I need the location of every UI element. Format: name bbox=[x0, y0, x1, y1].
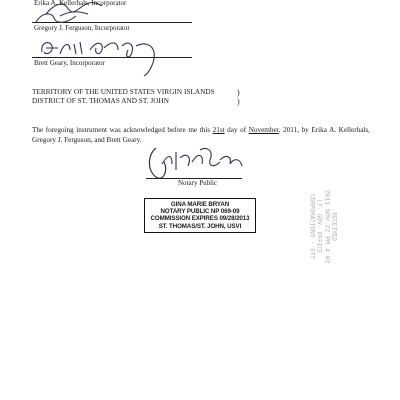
received-stamp-office: LT. GOV. OFFICE bbox=[315, 199, 323, 254]
venue-paren-1: ) bbox=[237, 88, 240, 97]
venue-district: DISTRICT OF ST. THOMAS AND ST. JOHN bbox=[32, 97, 169, 105]
notary-stamp-expiry: COMMISSION EXPIRES 09/28/2013 bbox=[150, 215, 250, 223]
notary-stamp-number: NOTARY PUBLIC NP 069-09 bbox=[160, 208, 240, 216]
venue-paren-2: ) bbox=[237, 97, 240, 106]
notary-stamp-location: ST. THOMAS/ST. JOHN, USVI bbox=[158, 222, 242, 230]
notary-stamp bbox=[144, 198, 256, 233]
notary-caption: Notary Public bbox=[178, 179, 218, 187]
venue-territory: TERRITORY OF THE UNITED STATES VIRGIN ISLANDS bbox=[32, 88, 215, 96]
received-stamp-title: RECEIVED bbox=[330, 212, 338, 241]
notary-stamp-name: GINA MARIE BRYAN bbox=[170, 201, 230, 208]
ack-text-mid: day of bbox=[224, 126, 249, 134]
received-stamp-date: 2011 NOV 22 PM 4 02 bbox=[323, 189, 331, 264]
received-stamp bbox=[309, 172, 338, 282]
signer-caption-1: Erika A. Kellerhals, Incorporator bbox=[34, 0, 127, 7]
ack-month: November bbox=[248, 126, 279, 134]
signer-caption-2: Gregory J. Ferguson, Incorporator bbox=[34, 24, 130, 32]
ack-text-pre: The foregoing instrument was acknowledged before me this bbox=[32, 126, 213, 134]
signature-line-3 bbox=[32, 57, 192, 58]
ack-text-post: , 2011, by Erika A. Kellerhals, Gregory J. Ferguson, and Brett Geary. bbox=[32, 126, 370, 144]
signer-caption-3: Brett Geary, Incorporator bbox=[34, 59, 105, 67]
ack-day: 21st bbox=[212, 126, 225, 134]
received-stamp-dept: CORPORATIONS - STT bbox=[308, 194, 316, 259]
